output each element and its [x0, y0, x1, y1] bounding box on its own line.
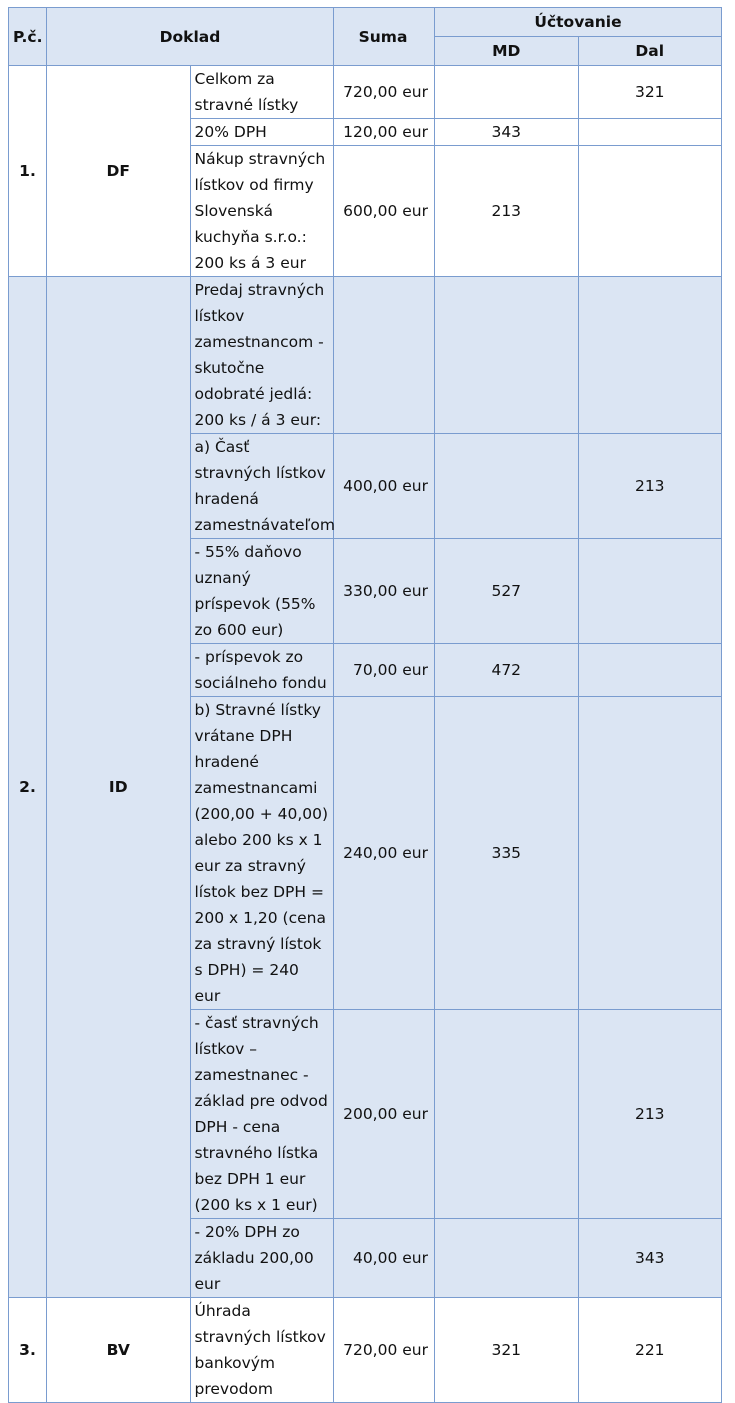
row-md: 321: [435, 1298, 579, 1403]
row-sum: 600,00 eur: [334, 146, 435, 277]
row-dal: [578, 277, 722, 434]
row-description: 20% DPH: [190, 119, 334, 146]
accounting-table: [8, 7, 722, 1403]
row-description: Úhrada stravných lístkov bankovým prevodom: [190, 1298, 334, 1403]
row-dal: [578, 119, 722, 146]
row-description: - 55% daňovo uznaný príspevok (55% zo 600 eur): [190, 539, 334, 644]
row-sum: 720,00 eur: [334, 66, 435, 119]
row-sum: 200,00 eur: [334, 1010, 435, 1219]
row-sum: 400,00 eur: [334, 434, 435, 539]
row-dal: [578, 539, 722, 644]
row-md: [435, 66, 579, 119]
row-md: 343: [435, 119, 579, 146]
table-row: [9, 1298, 722, 1403]
document-type: ID: [47, 277, 191, 1298]
row-sum: 40,00 eur: [334, 1219, 435, 1298]
header-dal: Dal: [578, 37, 722, 66]
row-description: a) Časť stravných lístkov hradená zamestnávateľom: [190, 434, 334, 539]
row-dal: 343: [578, 1219, 722, 1298]
table-row: [9, 66, 722, 119]
table-row: [9, 277, 722, 434]
row-sum: 70,00 eur: [334, 644, 435, 697]
row-md: 527: [435, 539, 579, 644]
header-uctovanie: Účtovanie: [435, 8, 722, 37]
row-dal: 321: [578, 66, 722, 119]
header-doklad: Doklad: [47, 8, 334, 66]
row-dal: [578, 697, 722, 1010]
row-sum: [334, 277, 435, 434]
header-md: MD: [435, 37, 579, 66]
row-sum: 120,00 eur: [334, 119, 435, 146]
row-md: [435, 434, 579, 539]
row-description: Nákup stravných lístkov od firmy Slovenská kuchyňa s.r.o.: 200 ks á 3 eur: [190, 146, 334, 277]
accounting-table-wrapper: [8, 7, 722, 1403]
row-dal: [578, 644, 722, 697]
row-md: 472: [435, 644, 579, 697]
row-number: 1.: [9, 66, 47, 277]
row-dal: [578, 146, 722, 277]
row-dal: 213: [578, 1010, 722, 1219]
row-md: 335: [435, 697, 579, 1010]
row-description: Predaj stravných lístkov zamestnancom - skutočne odobraté jedlá: 200 ks / á 3 eur:: [190, 277, 334, 434]
row-number: 2.: [9, 277, 47, 1298]
row-sum: 330,00 eur: [334, 539, 435, 644]
row-md: [435, 1219, 579, 1298]
row-description: - 20% DPH zo základu 200,00 eur: [190, 1219, 334, 1298]
row-description: Celkom za stravné lístky: [190, 66, 334, 119]
header-suma: Suma: [334, 8, 435, 66]
row-description: b) Stravné lístky vrátane DPH hradené zamestnancami (200,00 + 40,00) alebo 200 ks x 1 eur za stravný lístok bez DPH = 200 x 1,20 (cena za stravný lístok s DPH) = 240 eur: [190, 697, 334, 1010]
row-md: [435, 1010, 579, 1219]
header-pc: P.č.: [9, 8, 47, 66]
row-dal: 221: [578, 1298, 722, 1403]
row-sum: 240,00 eur: [334, 697, 435, 1010]
row-md: [435, 277, 579, 434]
document-type: BV: [47, 1298, 191, 1403]
row-dal: 213: [578, 434, 722, 539]
row-description: - príspevok zo sociálneho fondu: [190, 644, 334, 697]
row-number: 3.: [9, 1298, 47, 1403]
row-sum: 720,00 eur: [334, 1298, 435, 1403]
row-md: 213: [435, 146, 579, 277]
document-type: DF: [47, 66, 191, 277]
row-description: - časť stravných lístkov – zamestnanec - základ pre odvod DPH - cena stravného lístka bez DPH 1 eur (200 ks x 1 eur): [190, 1010, 334, 1219]
